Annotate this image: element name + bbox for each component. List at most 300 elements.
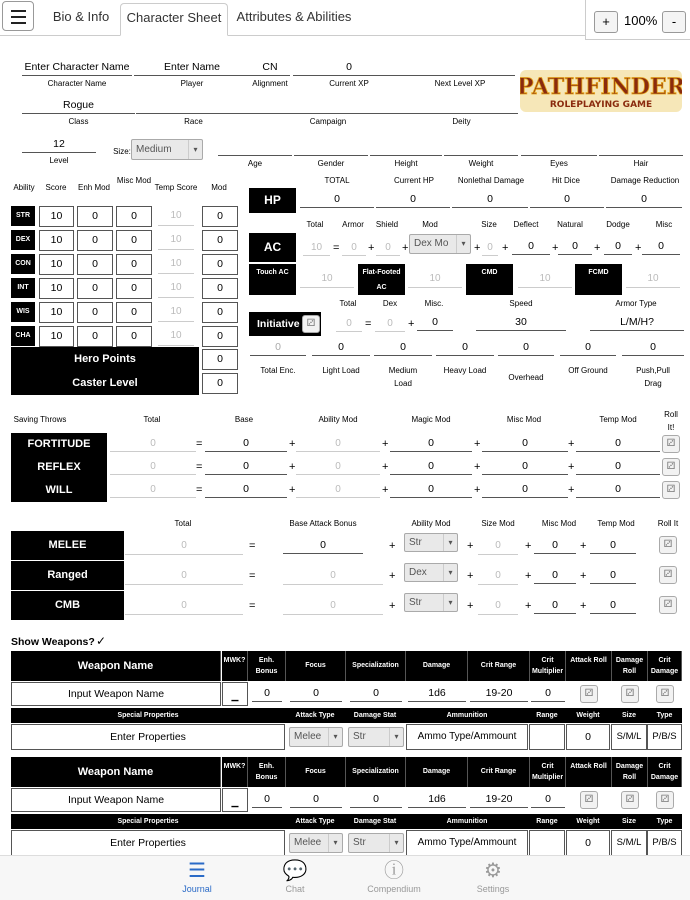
attack-temp-1[interactable]: 0 — [610, 569, 616, 581]
ability-header-2: Enh Mod — [77, 183, 111, 192]
bio-field-r2-3-underline — [405, 113, 518, 114]
ability-enh-2[interactable]: 0 — [77, 254, 113, 275]
bio-r3-underline-3 — [444, 155, 518, 156]
save-magic-0[interactable]: 0 — [428, 437, 434, 449]
weapon-damage-0-underline — [408, 701, 466, 702]
ability-enh-5[interactable]: 0 — [77, 326, 113, 347]
initiative-dice-icon[interactable]: ⚂ — [302, 315, 320, 333]
load-label-1: Light Load — [322, 366, 360, 375]
init-header-2: Misc. — [424, 299, 444, 308]
weapon-name-1[interactable]: Input Weapon Name — [11, 788, 221, 812]
attack-bab-0-underline — [283, 553, 363, 554]
hp-value-4-underline — [606, 207, 682, 208]
weapon-header-5-w1: Damage — [406, 757, 468, 787]
ability-name-dex: DEX — [11, 230, 35, 250]
weapon-crit-range-1[interactable]: 19-20 — [485, 793, 513, 805]
attack-ability-select-2-value: Str — [409, 597, 422, 608]
hamburger-menu-icon[interactable] — [2, 1, 34, 31]
load-underline-3 — [436, 355, 494, 356]
cmd-value[interactable]: 10 — [518, 270, 572, 288]
zoom-in-button[interactable]: + — [594, 11, 618, 33]
weapon-damage-stat-select-1-value: Str — [353, 837, 366, 848]
save-base-0[interactable]: 0 — [243, 437, 249, 449]
weapon-range-1[interactable] — [529, 830, 565, 856]
ac-total[interactable]: 10 — [303, 240, 330, 256]
save-ability-2[interactable]: 0 — [296, 481, 380, 498]
nav-chat-label: Chat — [285, 884, 305, 894]
ability-score-1[interactable]: 10 — [39, 230, 74, 251]
weapon-size-1[interactable]: S/M/L — [611, 830, 647, 856]
attack-dice-icon-0[interactable]: ⚂ — [659, 536, 677, 554]
weapon-damage-1-underline — [408, 807, 466, 808]
load-value-0[interactable]: 0 — [275, 341, 281, 353]
attack-ranged: Ranged — [11, 561, 124, 590]
attack-plus1-2: + — [389, 600, 396, 612]
bio-field-r2-1-label: Race — [184, 117, 203, 126]
weapon-header2-2-w0: Damage Stat — [345, 708, 405, 723]
ability-temp-1[interactable]: 10 — [158, 230, 194, 250]
bio-field-r2-0[interactable]: Rogue — [63, 99, 94, 111]
attack-plus4-0: + — [580, 540, 587, 552]
attack-bab-0[interactable]: 0 — [320, 539, 326, 551]
weapon-header-6-w0: Crit Range — [468, 651, 530, 681]
tab-character-sheet[interactable]: Character Sheet — [120, 3, 228, 36]
weapon-header-9-w0: Damage Roll — [612, 651, 648, 681]
save-fortitude: FORTITUDE — [11, 433, 107, 456]
load-value-6[interactable]: 0 — [650, 341, 656, 353]
weapon-crit-mult-0[interactable]: 0 — [545, 687, 551, 699]
save-dice-icon-2[interactable]: ⚂ — [662, 481, 680, 499]
save-plus2-1: + — [382, 461, 389, 473]
touch-value[interactable]: 10 — [300, 270, 354, 288]
save-magic-1-underline — [390, 474, 472, 475]
bio-field-2[interactable]: CN — [262, 61, 278, 73]
hp-value-2-underline — [452, 207, 528, 208]
attack-total-2[interactable]: 0 — [125, 597, 243, 615]
load-label-2: Medium Load — [388, 366, 418, 388]
ability-temp-2[interactable]: 10 — [158, 254, 194, 274]
bio-r3-underline-1 — [294, 155, 368, 156]
checkmark-icon[interactable]: ✓ — [96, 634, 107, 648]
caster-level-value[interactable]: 0 — [202, 373, 238, 394]
attack-bab-1[interactable]: 0 — [283, 567, 383, 585]
ability-enh-3[interactable]: 0 — [77, 278, 113, 299]
pathfinder-logo — [520, 68, 682, 114]
weapon-focus-1[interactable]: 0 — [313, 793, 319, 805]
weapon-damage-dice-icon-0[interactable]: ⚂ — [621, 685, 639, 703]
weapon-header-6-w1: Crit Range — [468, 757, 530, 787]
ability-score-4[interactable]: 10 — [39, 302, 74, 323]
attack-plus3-2: + — [525, 600, 532, 612]
hero-points-value[interactable]: 0 — [202, 349, 238, 370]
bio-r3-underline-4 — [521, 155, 597, 156]
bio-field-r2-3-label: Deity — [452, 117, 471, 126]
attack-cmb: CMB — [11, 591, 124, 620]
tab-attributes-abilities[interactable]: Attributes & Abilities — [236, 9, 352, 24]
save-base-2[interactable]: 0 — [243, 483, 249, 495]
bio-r3-underline-5 — [599, 155, 683, 156]
attack-misc-2-underline — [534, 613, 576, 614]
bio-r3-label-4: Eyes — [550, 159, 568, 168]
weapon-header2-1-w0: Attack Type — [285, 708, 345, 723]
weapon-header2-2-w1: Damage Stat — [345, 814, 405, 829]
weapon-header2-5-w1: Weight — [565, 814, 611, 829]
attack-temp-0[interactable]: 0 — [610, 539, 616, 551]
weapon-crit-dice-icon-0[interactable]: ⚂ — [656, 685, 674, 703]
weapon-ammunition-1[interactable]: Ammo Type/Ammount — [406, 830, 528, 856]
bio-r3-label-3: Weight — [468, 159, 494, 168]
nav-settings[interactable] — [448, 860, 538, 894]
init-header-1: Dex — [382, 299, 398, 308]
attack-header-3: Size Mod — [481, 519, 515, 528]
attack-ability-select-1[interactable] — [404, 563, 458, 582]
ability-misc-5[interactable]: 0 — [116, 326, 152, 347]
hp-value-0[interactable]: 0 — [334, 193, 340, 205]
weapon-spec-0[interactable]: 0 — [373, 687, 379, 699]
save-temp-1-underline — [576, 474, 660, 475]
ac-mod-select[interactable] — [409, 234, 471, 254]
weapon-weight-0[interactable]: 0 — [566, 724, 610, 750]
bio-field-4-underline — [405, 75, 515, 76]
weapon-ammunition-0[interactable]: Ammo Type/Ammount — [406, 724, 528, 750]
attack-ability-select-0[interactable] — [404, 533, 458, 552]
weapon-header2-6-w0: Size — [611, 708, 647, 723]
save-misc-1[interactable]: 0 — [522, 460, 528, 472]
weapon-weight-1[interactable]: 0 — [566, 830, 610, 856]
flat-footed-value[interactable]: 10 — [408, 270, 462, 288]
weapon-crit-dice-icon-1[interactable]: ⚂ — [656, 791, 674, 809]
ability-score-0[interactable]: 10 — [39, 206, 74, 227]
attack-size-1[interactable]: 0 — [478, 567, 518, 585]
save-misc-2-underline — [482, 497, 568, 498]
save-eq-1: = — [196, 461, 203, 473]
init-speed[interactable]: 30 — [515, 316, 527, 328]
ac-shield[interactable]: 0 — [376, 240, 400, 256]
bio-field-1-label: Player — [180, 79, 204, 88]
ac-label: AC — [249, 233, 296, 262]
weapon-type-1[interactable]: P/B/S — [647, 830, 682, 856]
ability-enh-4[interactable]: 0 — [77, 302, 113, 323]
ability-header-3: Misc Mod — [116, 176, 152, 185]
save-eq-2: = — [196, 484, 203, 496]
weapon-enh-1[interactable]: 0 — [264, 793, 270, 805]
save-total-1[interactable]: 0 — [110, 458, 196, 475]
attack-ability-select-0-value: Str — [409, 537, 422, 548]
attack-size-2[interactable]: 0 — [478, 597, 518, 615]
ability-misc-0[interactable]: 0 — [116, 206, 152, 227]
weapon-properties-1[interactable]: Enter Properties — [11, 830, 285, 856]
save-plus3-1: + — [474, 461, 481, 473]
zoom-level: 100% — [624, 13, 658, 28]
bio-field-r2-2-label: Campaign — [309, 117, 347, 126]
weapon-attack-type-select-0-value: Melee — [294, 731, 322, 742]
ac-natural[interactable]: 0 — [572, 240, 578, 252]
weapon-attack-dice-icon-1[interactable]: ⚂ — [580, 791, 598, 809]
load-value-4[interactable]: 0 — [523, 341, 529, 353]
ability-misc-1[interactable]: 0 — [116, 230, 152, 251]
bio-r3-underline-2 — [370, 155, 442, 156]
ac-deflect[interactable]: 0 — [528, 240, 534, 252]
save-temp-0[interactable]: 0 — [615, 437, 621, 449]
save-ability-0[interactable]: 0 — [296, 435, 380, 452]
nav-settings-label: Settings — [476, 884, 510, 894]
ability-score-5[interactable]: 10 — [39, 326, 74, 347]
weapon-attack-type-select-1[interactable] — [289, 833, 343, 853]
ability-mod-1[interactable]: 0 — [202, 230, 238, 251]
weapon-size-0[interactable]: S/M/L — [611, 724, 647, 750]
ability-temp-3[interactable]: 10 — [158, 278, 194, 298]
load-label-4: Overhead — [508, 373, 544, 382]
svg-text:PATHFINDER: PATHFINDER — [520, 74, 682, 100]
attack-dice-icon-2[interactable]: ⚂ — [659, 596, 677, 614]
weapon-spec-1-underline — [350, 807, 402, 808]
ability-misc-3[interactable]: 0 — [116, 278, 152, 299]
weapon-range-0[interactable] — [529, 724, 565, 750]
nav-chat[interactable] — [250, 860, 340, 894]
ac-header-6: Natural — [557, 220, 583, 229]
ability-name-int: INT — [11, 278, 35, 298]
hp-value-1[interactable]: 0 — [410, 193, 416, 205]
attack-misc-0[interactable]: 0 — [552, 539, 558, 551]
attack-ability-select-2[interactable] — [404, 593, 458, 612]
attack-temp-0-underline — [590, 553, 636, 554]
save-base-0-underline — [205, 451, 287, 452]
load-value-5[interactable]: 0 — [585, 341, 591, 353]
weapon-header2-7-w1: Type — [647, 814, 682, 829]
bio-field-2-label: Alignment — [252, 79, 288, 88]
ac-misc[interactable]: 0 — [658, 240, 664, 252]
bio-field-3[interactable]: 0 — [346, 61, 352, 73]
save-misc-2[interactable]: 0 — [522, 483, 528, 495]
ability-mod-3[interactable]: 0 — [202, 278, 238, 299]
weapon-attack-dice-icon-0[interactable]: ⚂ — [580, 685, 598, 703]
weapon-header2-3-w0: Ammunition — [405, 708, 529, 723]
weapon-damage-0[interactable]: 1d6 — [428, 687, 446, 699]
zoom-out-button[interactable]: - — [662, 11, 686, 33]
ability-score-3[interactable]: 10 — [39, 278, 74, 299]
save-base-1[interactable]: 0 — [243, 460, 249, 472]
save-ability-1[interactable]: 0 — [296, 458, 380, 475]
ac-dodge[interactable]: 0 — [615, 240, 621, 252]
chat-bubble-icon: 💬 — [282, 860, 308, 882]
save-dice-icon-0[interactable]: ⚂ — [662, 435, 680, 453]
ability-enh-1[interactable]: 0 — [77, 230, 113, 251]
weapon-attack-type-select-1-value: Melee — [294, 837, 322, 848]
ability-enh-0[interactable]: 0 — [77, 206, 113, 227]
attack-header-2: Ability Mod — [411, 519, 451, 528]
ac-header-1: Armor — [342, 220, 364, 229]
load-label-6: Push,Pull Drag — [636, 366, 670, 388]
level-field-label: Level — [49, 156, 69, 165]
hp-header-2: Nonlethal Damage — [457, 176, 525, 185]
save-plus2-0: + — [382, 438, 389, 450]
save-plus3-0: + — [474, 438, 481, 450]
svg-text:ROLEPLAYING GAME: ROLEPLAYING GAME — [549, 100, 653, 110]
nav-journal[interactable] — [152, 860, 242, 894]
bio-field-0[interactable]: Enter Character Name — [24, 61, 130, 73]
hp-value-0-underline — [300, 207, 374, 208]
ac-size[interactable]: 0 — [482, 240, 498, 256]
ac-plus5: + — [552, 242, 559, 254]
ability-mod-0[interactable]: 0 — [202, 206, 238, 227]
weapon-focus-0[interactable]: 0 — [313, 687, 319, 699]
attack-plus4-1: + — [580, 570, 587, 582]
save-plus4-2: + — [568, 484, 575, 496]
weapon-header-10-w1: Crit Damage — [648, 757, 682, 787]
weapon-header2-7-w0: Type — [647, 708, 682, 723]
weapon-header-0-w1: Weapon Name — [11, 757, 221, 787]
save-total-0[interactable]: 0 — [110, 435, 196, 452]
ability-temp-0[interactable]: 10 — [158, 206, 194, 226]
attack-plus2-2: + — [467, 600, 474, 612]
bio-field-3-underline — [293, 75, 405, 76]
chevron-down-icon: ▾ — [456, 235, 470, 253]
ability-temp-5[interactable]: 10 — [158, 326, 194, 346]
hp-header-4: Damage Reduction — [610, 176, 680, 185]
weapon-crit-mult-1[interactable]: 0 — [545, 793, 551, 805]
weapon-header2-5-w0: Weight — [565, 708, 611, 723]
weapon-header-2-w1: Enh. Bonus — [248, 757, 286, 787]
hp-value-3[interactable]: 0 — [564, 193, 570, 205]
hp-value-4[interactable]: 0 — [641, 193, 647, 205]
weapon-damage-stat-select-0-value: Str — [353, 731, 366, 742]
attack-eq-2: = — [249, 600, 256, 612]
attack-melee: MELEE — [11, 531, 124, 560]
load-value-3[interactable]: 0 — [462, 341, 468, 353]
save-misc-0[interactable]: 0 — [522, 437, 528, 449]
ability-mod-2[interactable]: 0 — [202, 254, 238, 275]
weapon-damage-dice-icon-1[interactable]: ⚂ — [621, 791, 639, 809]
init-dex[interactable]: 0 — [375, 316, 405, 332]
ac-plus4: + — [502, 242, 509, 254]
attack-plus2-1: + — [467, 570, 474, 582]
weapon-attack-type-select-0[interactable] — [289, 727, 343, 747]
ability-name-cha: CHA — [11, 326, 35, 346]
init-header-4: Armor Type — [615, 299, 657, 308]
mwk-checkbox-1[interactable]: ▁ — [222, 788, 248, 812]
save-total-2[interactable]: 0 — [110, 481, 196, 498]
size-select[interactable] — [131, 139, 203, 160]
ability-temp-4[interactable]: 10 — [158, 302, 194, 322]
weapon-header-1-w1: MWK? — [222, 757, 248, 787]
ac-plus6: + — [594, 242, 601, 254]
init-total[interactable]: 0 — [336, 316, 362, 332]
save-temp-2[interactable]: 0 — [615, 483, 621, 495]
weapon-header-8-w1: Attack Roll — [566, 757, 612, 787]
weapon-damage-stat-select-0[interactable] — [348, 727, 404, 747]
attack-header-5: Temp Mod — [597, 519, 635, 528]
weapon-header2-0-w1: Special Properties — [11, 814, 285, 829]
attack-size-0[interactable]: 0 — [478, 537, 518, 555]
hp-label: HP — [249, 188, 296, 213]
ability-mod-5[interactable]: 0 — [202, 326, 238, 347]
attack-misc-1[interactable]: 0 — [552, 569, 558, 581]
save-magic-1[interactable]: 0 — [428, 460, 434, 472]
attack-plus1-0: + — [389, 540, 396, 552]
attack-temp-2[interactable]: 0 — [610, 599, 616, 611]
ability-score-2[interactable]: 10 — [39, 254, 74, 275]
weapon-damage-stat-select-1[interactable] — [348, 833, 404, 853]
load-value-1[interactable]: 0 — [338, 341, 344, 353]
load-underline-2 — [374, 355, 432, 356]
ability-misc-2[interactable]: 0 — [116, 254, 152, 275]
attack-total-0[interactable]: 0 — [125, 537, 243, 555]
tab-bio-info[interactable]: Bio & Info — [52, 9, 110, 24]
init-header-0: Total — [339, 299, 357, 308]
ac-header-4: Size — [481, 220, 497, 229]
ac-armor[interactable]: 0 — [342, 240, 366, 256]
save-plus2-2: + — [382, 484, 389, 496]
weapon-header-4-w0: Specialization — [346, 651, 406, 681]
attack-misc-1-underline — [534, 583, 576, 584]
hp-value-2[interactable]: 0 — [487, 193, 493, 205]
attack-misc-2[interactable]: 0 — [552, 599, 558, 611]
load-underline-4 — [498, 355, 554, 356]
bio-field-1[interactable]: Enter Name — [163, 61, 221, 73]
save-dice-icon-1[interactable]: ⚂ — [662, 458, 680, 476]
attack-bab-2[interactable]: 0 — [283, 597, 383, 615]
save-base-2-underline — [205, 497, 287, 498]
weapon-crit-range-0[interactable]: 19-20 — [485, 687, 513, 699]
weapon-type-0[interactable]: P/B/S — [647, 724, 682, 750]
fcmd-value[interactable]: 10 — [626, 270, 680, 288]
level-field[interactable]: 12 — [53, 138, 65, 150]
save-header-6: Temp Mod — [599, 415, 637, 424]
load-value-2[interactable]: 0 — [400, 341, 406, 353]
ac-plus3: + — [474, 242, 481, 254]
caster-level-label: Caster Level — [11, 371, 199, 395]
weapon-name-0[interactable]: Input Weapon Name — [11, 682, 221, 706]
ability-misc-4[interactable]: 0 — [116, 302, 152, 323]
fcmd-label: FCMD — [575, 264, 622, 295]
save-magic-2[interactable]: 0 — [428, 483, 434, 495]
save-header-7: Roll It! — [664, 410, 678, 432]
weapon-crit-mult-1-underline — [531, 807, 565, 808]
save-plus1-0: + — [289, 438, 296, 450]
chevron-down-icon: ▾ — [389, 834, 403, 852]
weapon-header-1-w0: MWK? — [222, 651, 248, 681]
mwk-checkbox-0[interactable]: ▁ — [222, 682, 248, 706]
init-misc[interactable]: 0 — [432, 316, 438, 328]
weapon-enh-0[interactable]: 0 — [264, 687, 270, 699]
ability-header-1: Score — [45, 183, 67, 192]
attack-total-1[interactable]: 0 — [125, 567, 243, 585]
init-armor-type[interactable]: L/M/H? — [620, 316, 654, 328]
save-temp-1[interactable]: 0 — [615, 460, 621, 472]
save-eq-0: = — [196, 438, 203, 450]
ac-header-3: Mod — [422, 220, 438, 229]
weapon-spec-1[interactable]: 0 — [373, 793, 379, 805]
weapon-crit-mult-0-underline — [531, 701, 565, 702]
nav-compendium[interactable] — [349, 860, 439, 894]
attack-ability-select-1-value: Dex — [409, 567, 427, 578]
info-icon: ⓘ — [384, 860, 404, 882]
list-icon: ☰ — [188, 860, 206, 882]
save-temp-2-underline — [576, 497, 660, 498]
ability-mod-4[interactable]: 0 — [202, 302, 238, 323]
save-plus3-2: + — [474, 484, 481, 496]
save-misc-0-underline — [482, 451, 568, 452]
bio-field-r2-0-label: Class — [68, 117, 89, 126]
weapon-damage-1[interactable]: 1d6 — [428, 793, 446, 805]
attack-dice-icon-1[interactable]: ⚂ — [659, 566, 677, 584]
weapon-header-10-w0: Crit Damage — [648, 651, 682, 681]
weapon-properties-0[interactable]: Enter Properties — [11, 724, 285, 750]
show-weapons-label[interactable]: Show Weapons? — [11, 636, 95, 648]
attack-header-0: Total — [174, 519, 192, 528]
load-underline-0 — [250, 355, 306, 356]
save-magic-0-underline — [390, 451, 472, 452]
